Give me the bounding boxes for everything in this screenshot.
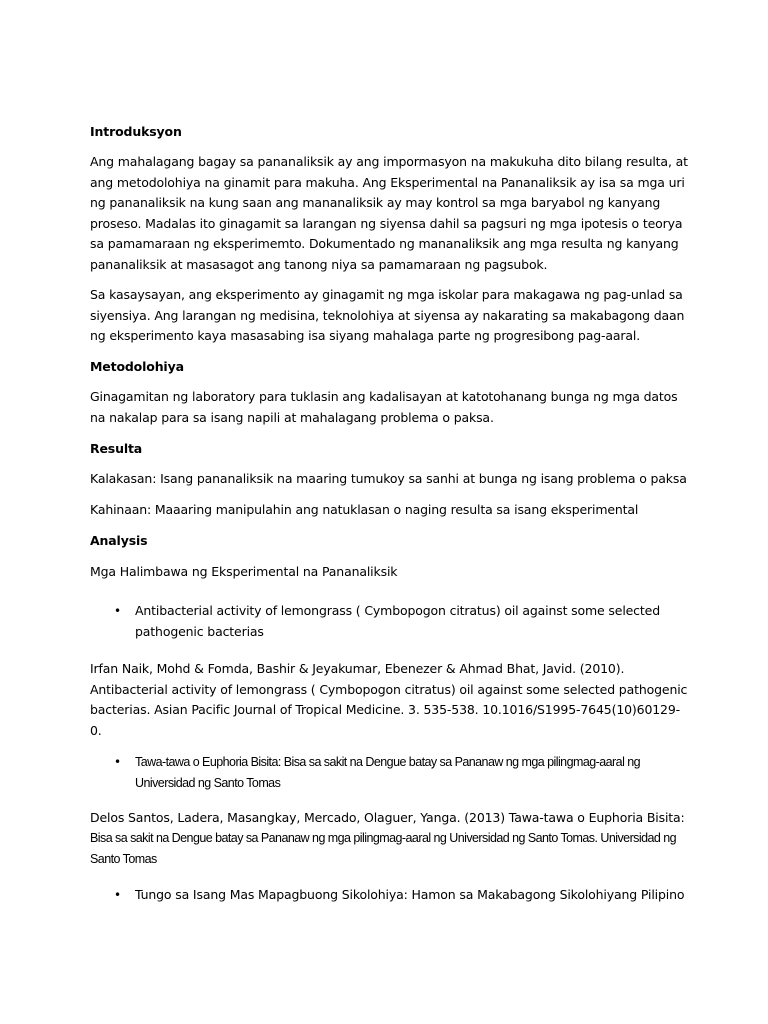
bullet-icon: • [114,604,121,618]
kalakasan-paragraph: Kalakasan: Isang pananaliksik na maaring tumukoy sa sanhi at bunga ng isang problema o paksa [90,471,687,486]
kahinaan-paragraph: Kahinaan: Maaaring manipulahin ang natuklasan o naging resulta sa isang eksperimental [90,502,639,517]
metodolohiya-heading: Metodolohiya [90,359,184,374]
analysis-heading: Analysis [90,533,148,548]
example-3-list-item [90,885,690,927]
example-1-list-item [90,601,690,643]
bullet-icon: • [114,755,121,769]
example-2-list-item [90,752,690,792]
example-2-citation-line-1: Delos Santos, Ladera, Masangkay, Mercado, Olaguer, Yanga. (2013) Tawa-tawa o Euphoria Bisita: [90,810,685,825]
bullet-icon: • [114,888,121,902]
introduksyon-paragraph-2: Sa kasaysayan, ang eksperimento ay ginagamit ng mga iskolar para makagawa ng pag-unlad sa siyensiya. Ang larangan ng medisina, teknolohiya at siyensa ay nakarating sa makabagong daan ng eksperimento kaya masasabing isa siyang mahalaga parte ng progresibong pag-aaral. [90,287,685,343]
example-2-citation-line-2: Bisa sa sakit na Dengue batay sa Pananaw ng mga pilingmag-aaral ng Universidad ng Santo Tomas. Universidad ng Santo Tomas [90,831,677,866]
document-page [90,0,690,1024]
example-2-title: Tawa-tawa o Euphoria Bisita: Bisa sa sakit na Dengue batay sa Pananaw ng mga pilingmag-aaral ng Universidad ng Santo Tomas [135,755,641,790]
introduksyon-paragraph-1: Ang mahalagang bagay sa pananaliksik ay ang impormasyon na makukuha dito bilang resulta, at ang metodolohiya na ginamit para makuha. Ang Eksperimental na Pananaliksik ay isa sa mga uri ng pananaliksik na kung saan ang mananaliksik ay may kontrol sa mga baryabol ng kanyang proseso. Madalas ito ginagamit sa larangan ng siyensa dahil sa pagsuri ng mga ipotesis o teorya sa pamamaraan ng eksperimemto. Dokumentado ng mananaliksik ang mga resulta ng kanyang pananaliksik at masasagot ang tanong niya sa pamamaraan ng pagsubok. [90,154,688,272]
introduksyon-heading: Introduksyon [90,124,182,139]
example-1-title: Antibacterial activity of lemongrass ( Cymbopogon citratus) oil against some selected pathogenic bacterias [135,603,660,639]
resulta-heading: Resulta [90,441,143,456]
example-1-citation: Irfan Naik, Mohd & Fomda, Bashir & Jeyakumar, Ebenezer & Ahmad Bhat, Javid. (2010). Antibacterial activity of lemongrass ( Cymbopogon citratus) oil against some selected pathogenic bacterias. Asian Pacific Journal of Tropical Medicine. 3. 535-538. 10.1016/S1995-7645(10)60129-0. [90,661,688,738]
examples-title: Mga Halimbawa ng Eksperimental na Pananaliksik [90,564,398,579]
example-3-title: Tungo sa Isang Mas Mapagbuong Sikolohiya: Hamon sa Makabagong Sikolohiyang Pilipino [135,887,685,902]
metodolohiya-paragraph: Ginagamitan ng laboratory para tuklasin ang kadalisayan at katotohanang bunga ng mga datos na nakalap para sa isang napili at mahalagang problema o paksa. [90,389,678,425]
